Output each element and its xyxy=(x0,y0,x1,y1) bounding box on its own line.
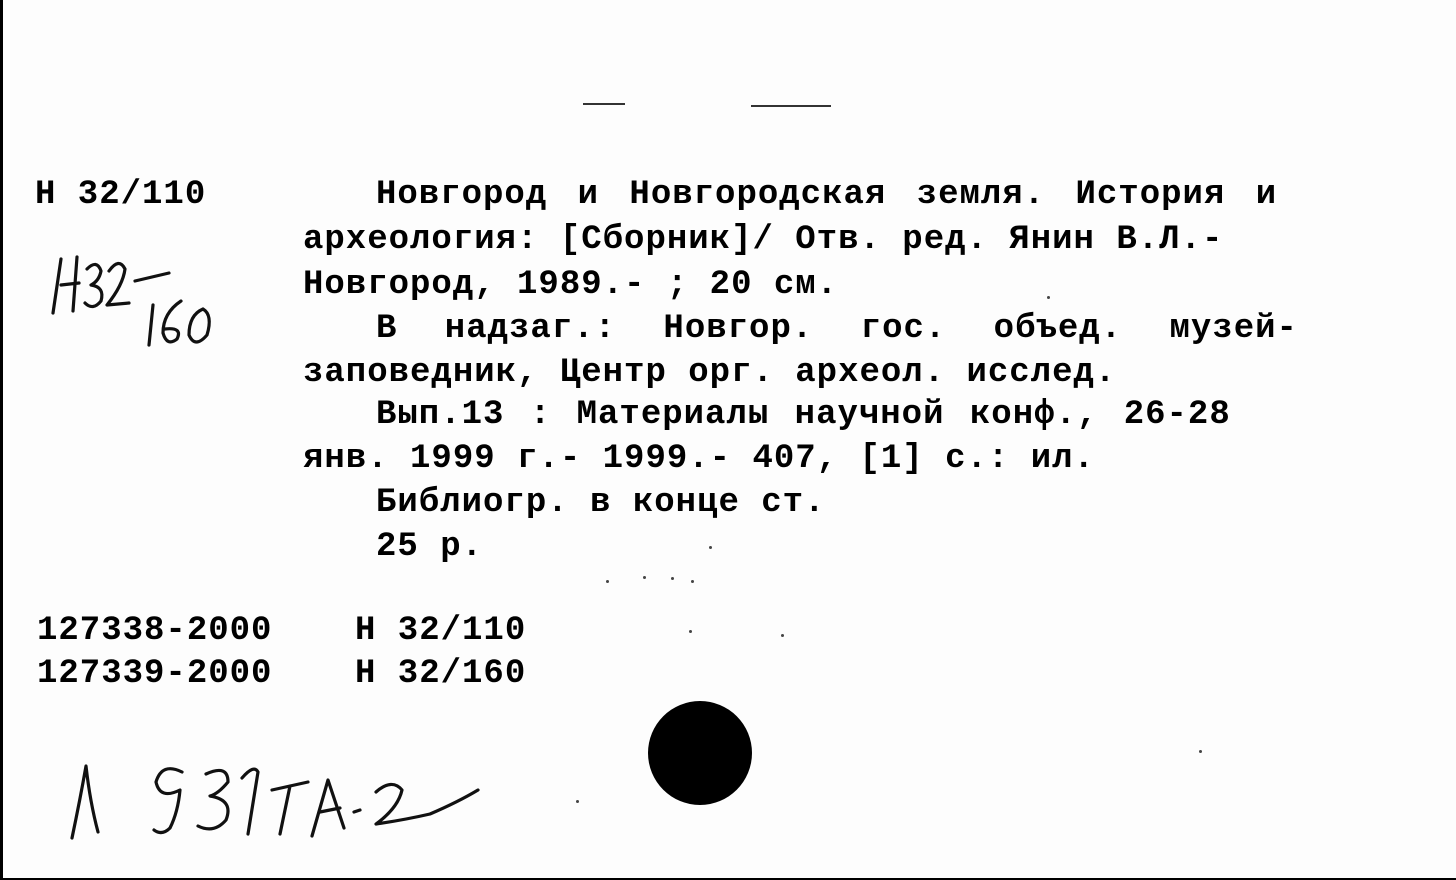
shelfmark: Н 32/110 xyxy=(35,176,207,214)
body-line: В надзаг.: Новгор. гос. объед. музей- xyxy=(376,310,1298,348)
accession-number: 127338-2000 xyxy=(37,612,273,650)
body-line: Вып.13 : Материалы научной конф., 26-28 xyxy=(376,396,1231,434)
body-line: археология: [Сборник]/ Отв. ред. Янин В.Л.- xyxy=(303,221,1224,259)
paper-speck xyxy=(689,630,692,633)
handwritten-call-number xyxy=(58,750,498,850)
accession-shelf: Н 32/110 xyxy=(355,612,527,650)
accession-number: 127339-2000 xyxy=(37,655,273,693)
paper-speck xyxy=(576,800,579,803)
top-rule xyxy=(583,103,625,105)
body-line: заповедник, Центр орг. археол. исслед. xyxy=(303,354,1117,392)
punch-hole xyxy=(648,701,752,805)
body-line: Новгород, 1989.- ; 20 см. xyxy=(303,266,839,304)
paper-speck xyxy=(709,546,712,549)
body-line: Библиогр. в конце ст. xyxy=(376,484,826,522)
body-line: Новгород и Новгородская земля. История и xyxy=(376,176,1278,214)
accession-shelf: Н 32/160 xyxy=(355,655,527,693)
paper-speck xyxy=(781,634,784,637)
body-line: 25 р. xyxy=(376,528,484,566)
paper-speck xyxy=(606,580,609,583)
paper-speck xyxy=(643,576,646,579)
paper-speck xyxy=(691,580,694,583)
body-line: янв. 1999 г.- 1999.- 407, [1] с.: ил. xyxy=(303,440,1095,478)
paper-speck xyxy=(671,577,674,580)
paper-speck xyxy=(1047,296,1050,299)
handwritten-shelfmark xyxy=(43,245,243,365)
top-rule xyxy=(751,105,831,107)
paper-speck xyxy=(1199,750,1202,753)
